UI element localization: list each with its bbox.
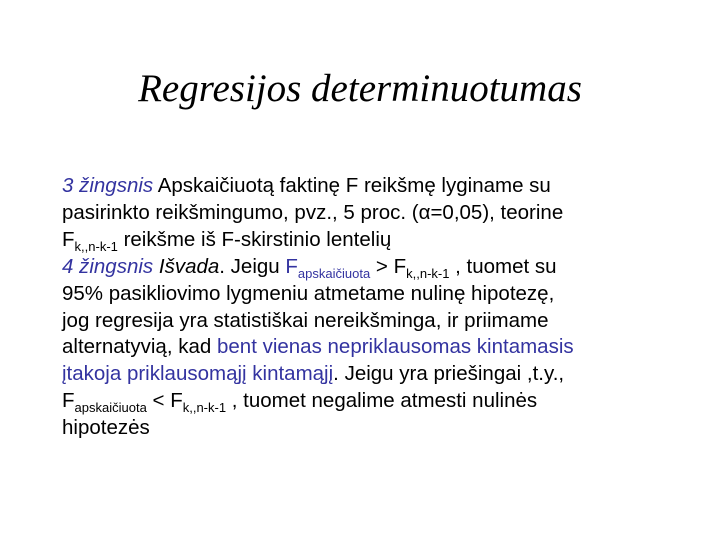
slide-body xyxy=(62,173,682,442)
alternative-hypothesis-highlight: bent vienas nepriklausomas kintamasis xyxy=(216,335,574,359)
line-4-tail: , tuomet su xyxy=(449,254,557,278)
f-calculated-subscript: apskaičiuota xyxy=(297,265,371,281)
isvada-label: Išvada xyxy=(153,254,220,278)
f-critical-symbol: F xyxy=(393,254,407,278)
body-line-5: 95% pasikliovimo lygmeniu atmetame nulinę hipotezę, xyxy=(62,281,555,305)
body-line-1 xyxy=(62,173,682,200)
line-7-text: alternatyvią, kad xyxy=(62,335,217,359)
body-line-10: hipotezės xyxy=(62,416,150,440)
greater-than-sign: > xyxy=(370,254,394,278)
alternative-hypothesis-highlight-cont: įtakoja priklausomąjį kintamąjį xyxy=(62,362,334,386)
body-line-9 xyxy=(62,388,682,415)
f-critical-symbol-2: F xyxy=(170,389,183,413)
less-than-sign: < xyxy=(146,389,171,413)
body-line-8 xyxy=(62,361,682,388)
body-line-6: jog regresija yra statistiškai nereikšminga, ir priimame xyxy=(62,308,549,332)
f-critical-subscript: k,,n-k-1 xyxy=(406,265,450,281)
f-calculated-symbol-2: F xyxy=(62,389,75,413)
f-critical-subscript-2: k,,n-k-1 xyxy=(182,400,227,416)
f-calculated-symbol: F xyxy=(285,254,298,278)
f-calculated-subscript-2: apskaičiuota xyxy=(74,400,147,416)
step-4-label: 4 žingsnis xyxy=(62,254,154,278)
step-3-label: 3 žingsnis xyxy=(62,174,154,197)
body-line-3 xyxy=(62,227,682,254)
body-line-7 xyxy=(62,334,682,361)
jeigu-text: . Jeigu xyxy=(219,254,286,278)
body-line-2: pasirinkto reikšmingumo, pvz., 5 proc. (α=0,05), teorine xyxy=(62,200,564,224)
line-3-text: reikšme iš F-skirstinio lentelių xyxy=(117,227,392,251)
line-8-tail: . Jeigu yra priešingai ,t.y., xyxy=(333,362,565,386)
step-3-text: Apskaičiuotą faktinę F reikšmę lyginame su xyxy=(153,174,551,197)
body-line-4 xyxy=(62,254,682,281)
slide-title: Regresijos determinuotumas xyxy=(138,67,582,110)
line-9-tail: , tuomet negalime atmesti nulinės xyxy=(226,389,538,413)
f-symbol: F xyxy=(62,227,75,251)
f-subscript: k,,n-k-1 xyxy=(74,238,118,254)
